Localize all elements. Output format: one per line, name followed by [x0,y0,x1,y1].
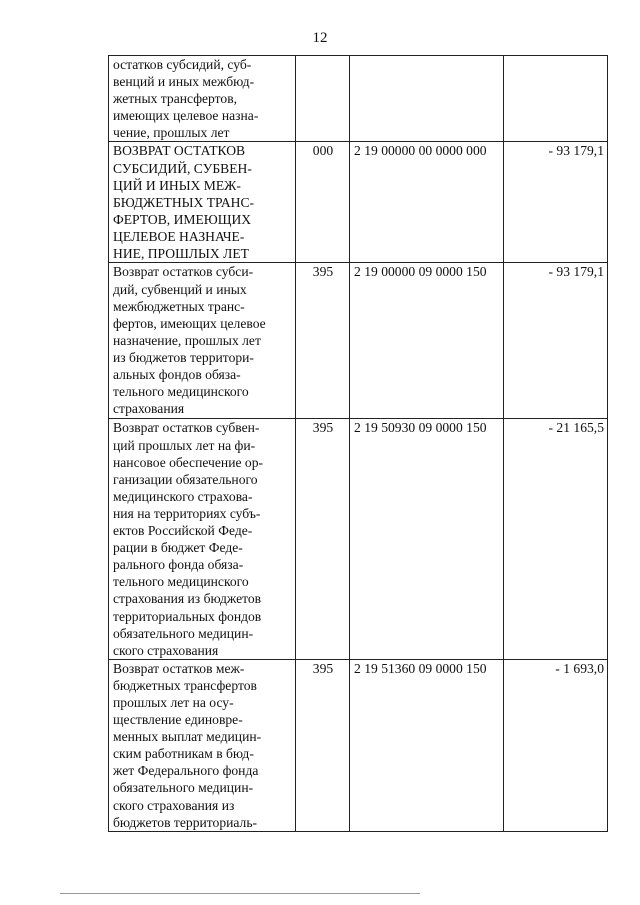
table-row [109,263,608,419]
budget-code-cell: 2 19 51360 09 0000 150 [350,659,504,831]
row-name-cell [109,659,296,831]
budget-table [108,55,608,832]
name-line: обязательного медицин- [113,625,254,641]
name-line: бюджетов территориаль- [113,814,258,830]
name-line: нансовое обеспечение ор- [113,454,264,470]
row-name-cell [109,419,296,659]
admin-code-cell: 395 [296,419,350,659]
name-line: из бюджетов территори- [113,349,254,365]
name-line: чение, прошлых лет [113,125,230,141]
table-row [109,659,608,831]
budget-code-cell: 2 19 00000 09 0000 150 [350,263,504,419]
name-line: ния на территориях субъ- [113,505,261,521]
name-line: остатков субсидий, суб- [113,57,252,72]
name-line: страхования из бюджетов [113,591,262,607]
amount-cell: - 21 165,5 [504,419,608,659]
table-row [109,419,608,659]
name-line: венций и иных межбюд- [113,74,255,90]
footer-divider [60,893,420,894]
name-line: территориальных фондов [113,608,262,624]
name-line: межбюджетных транс- [113,298,245,314]
name-line: ектов Российской Феде- [113,523,253,539]
name-line: страхования [113,401,185,417]
name-line: жет Федерального фонда [113,763,259,779]
name-line: Возврат остатков субси- [113,264,254,280]
name-line: ВОЗВРАТ ОСТАТКОВ [113,143,246,159]
name-line: БЮДЖЕТНЫХ ТРАНС- [113,194,255,210]
budget-code-cell: 2 19 00000 00 0000 000 [350,142,504,263]
name-line: ского страхования из [113,797,235,813]
name-line: НИЕ, ПРОШЛЫХ ЛЕТ [113,246,249,262]
name-line: тельного медицинского [113,384,249,400]
name-line: рального фонда обяза- [113,557,244,573]
name-line: ским работникам в бюд- [113,746,254,762]
name-line: СУБСИДИЙ, СУБВЕН- [113,160,252,176]
admin-code-cell: 395 [296,659,350,831]
name-line: Возврат остатков меж- [113,660,245,676]
page-number: 12 [312,30,328,46]
amount-cell: - 93 179,1 [504,142,608,263]
name-line: бюджетных трансфертов [113,677,257,693]
admin-code-cell: 000 [296,142,350,263]
budget-code-cell [350,56,504,142]
budget-code-cell: 2 19 50930 09 0000 150 [350,419,504,659]
name-line: ЦИЙ И ИНЫХ МЕЖ- [113,177,241,193]
row-name-cell [109,56,296,142]
name-line: имеющих целевое назна- [113,108,259,124]
name-line: назначение, прошлых лет [113,332,261,348]
name-line: жетных трансфертов, [113,91,238,107]
name-line: ций прошлых лет на фи- [113,437,256,453]
amount-cell: - 93 179,1 [504,263,608,419]
name-line: ФЕРТОВ, ИМЕЮЩИХ [113,211,252,227]
amount-cell [504,56,608,142]
name-line: медицинского страхова- [113,488,253,504]
name-line: Возврат остатков субвен- [113,420,260,436]
name-line: тельного медицинского [113,574,249,590]
name-line: менных выплат медицин- [113,729,262,745]
name-line: прошлых лет на осу- [113,694,234,710]
admin-code-cell: 395 [296,263,350,419]
row-name-cell [109,142,296,263]
admin-code-cell [296,56,350,142]
name-line: рации в бюджет Феде- [113,540,243,556]
amount-cell: - 1 693,0 [504,659,608,831]
name-line: ского страхования [113,642,219,658]
name-line: дий, субвенций и иных [113,281,247,297]
name-line: ганизации обязательного [113,471,258,487]
name-line: обязательного медицин- [113,780,254,796]
name-line: фертов, имеющих целевое [113,315,266,331]
row-name-cell [109,263,296,419]
table-row [109,142,608,263]
name-line: ществление единовре- [113,712,243,728]
name-line: альных фондов обяза- [113,367,241,383]
name-line: ЦЕЛЕВОЕ НАЗНАЧЕ- [113,228,245,244]
table-row [109,56,608,142]
